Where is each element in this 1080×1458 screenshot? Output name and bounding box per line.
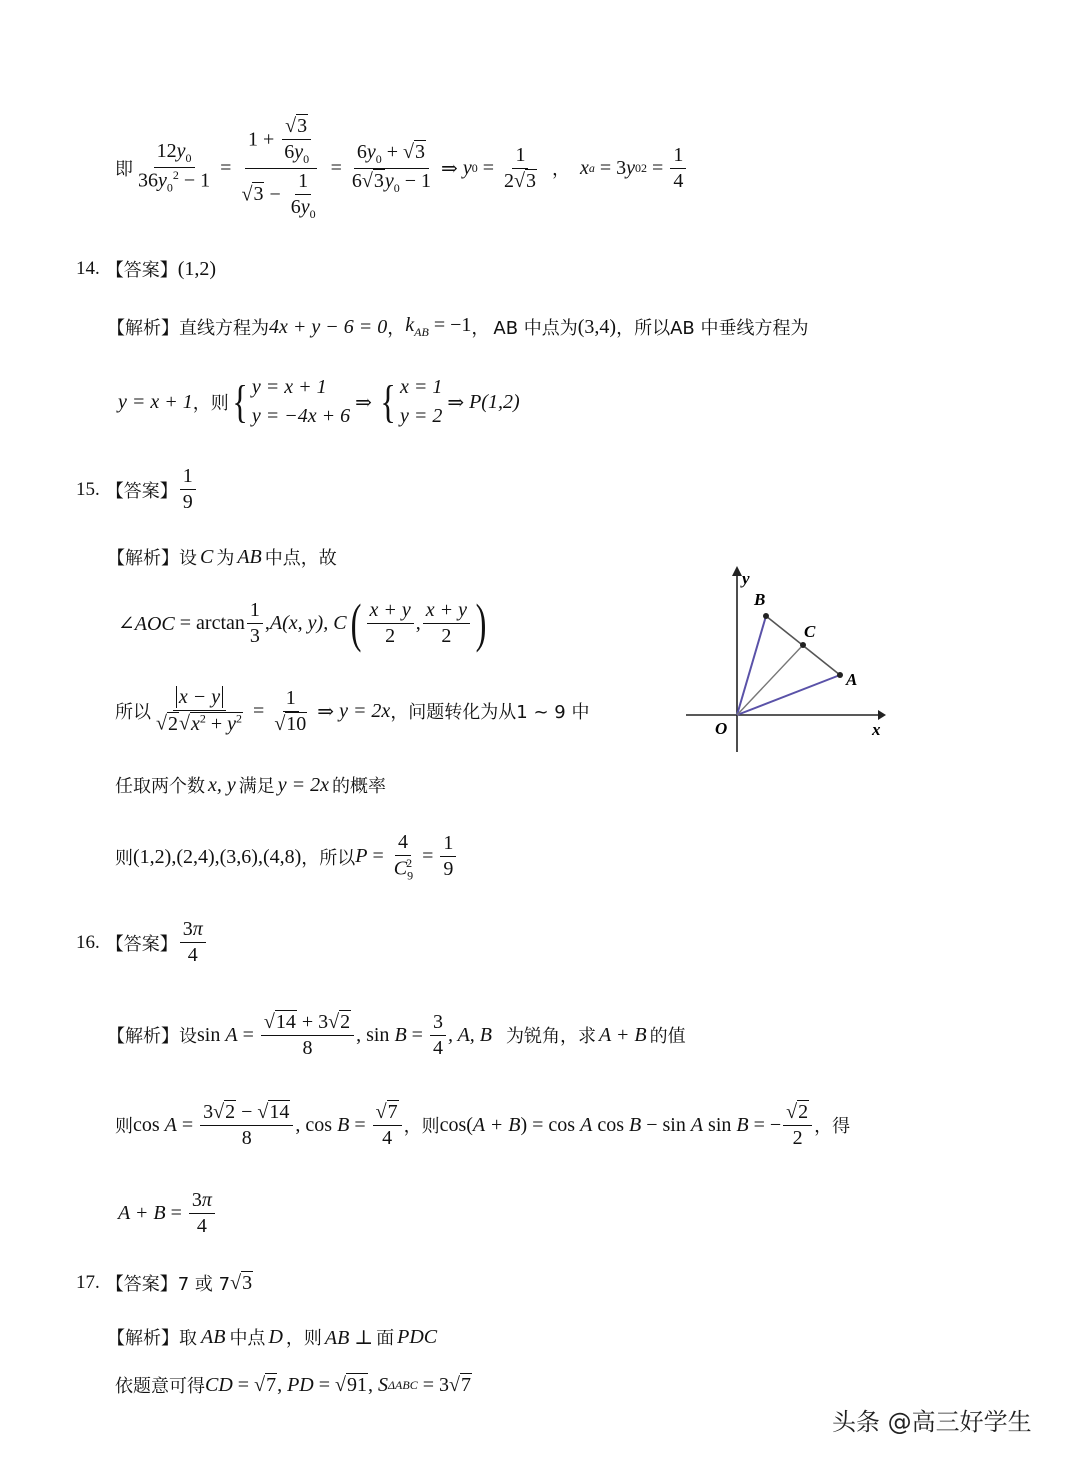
q14-result: P(1,2) [469,390,520,413]
q17-analysis-line2: 依题意可得 CD = √ 7 , PD = √ 91 , S ΔABC = 3√ 7 [115,1373,471,1397]
intro-lead: 即 [115,159,133,180]
q17-analysis-tag: 【解析】 [107,1328,179,1349]
q14-answer: (1,2) [177,257,217,280]
q15-analysis-tag: 【解析】 [107,548,179,569]
figure-x-arrow [878,710,886,720]
q15-line5: 则 (1,2),(2,4),(3,6),(4,8) ，所以 P = $\frac{4}{C_9^2}$ = $\frac{1}{9}$ [115,826,458,888]
q15-line1-set: 设 [179,548,197,569]
figure-oa [737,675,840,715]
q14-system1: { y = x + 1 y = −4x + 6 [232,376,351,427]
q15-number: 15. [76,478,100,500]
q15-analysis-line1 [107,544,337,570]
q15-line5-then: 则 [115,848,133,869]
q16-line2-then: 则 [115,1116,133,1137]
q14-answer-line [76,256,216,282]
q17-line1-take: 取 [179,1328,197,1349]
q15-figure [680,560,900,760]
q16-answer-line [76,918,208,967]
q15-line4 [115,772,386,798]
q17-answer-root: 3 [242,1272,253,1294]
q16-answer-tag: 【答案】 [105,933,178,955]
q16-line1-end: 的值 [649,1026,686,1047]
q14-analysis-tag: 【解析】 [107,318,179,339]
q15-line4-end: 的概率 [332,776,387,797]
intro-xa: x a = 3 y 0 2 = $\frac{1}{4}$ [580,144,688,193]
figure-label-b: B [754,590,766,609]
q17-line1-then: ，则 [285,1328,322,1349]
q15-line5-so: ，所以 [301,848,356,869]
q17-line1-perp: AB ⊥ [324,1326,374,1349]
q17-line1-ab: AB [201,1325,226,1348]
intro-math: $\frac{12y_0}{36y_0^2 - 1}$ = 1 + $\frac{√3}{6y_0}$ √3 − $\frac{1}{6y_0}$ = $\frac{6y_0 + √3}{6√3y_0 - 1}$ ⇒ y 0 = $\frac{1}{2√3}$ [138,114,536,221]
q14-line2-lead: y = x + 1 [118,390,193,413]
q15-line1-end: 中点，故 [264,548,337,569]
q15-line3-mid: ，问题转化为从1 ~ 9 中 [390,702,590,723]
q15-line1-c: C [200,545,214,568]
q16-analysis-tag: 【解析】 [107,1026,179,1047]
figure-label-o: O [715,719,728,738]
q17-line1-face: 面 [376,1328,395,1349]
q16-analysis-line1 [107,1002,686,1068]
q15-line4-mid: 满足 [238,776,275,797]
q15-ratio-line: 所以 $\frac{x - y}{√2√x^2 + y^2}$ = $\frac{1}{√10}$ ⇒ y = 2x ，问题转化为从1 ~ 9 中 [115,686,590,735]
q15-line3-so: 所以 [115,702,151,723]
q15-line4-text: 任取两个数 [115,776,205,797]
intro-equation [115,108,688,228]
figure-label-a: A [846,670,858,689]
q14-then: ，则 [192,393,229,414]
q16-line2-end: ，得 [814,1116,851,1137]
q16-line1-set: 设 [179,1026,197,1047]
watermark: 头条 @高三好学生 [832,1408,1032,1436]
q17-line1-mid: 中点 [229,1328,266,1349]
q17-line1-pdc: PDC [397,1325,438,1348]
q15-line4-eq: y = 2x [277,773,330,796]
q17-line2-lead: 依题意可得 [115,1376,205,1397]
q14-perp-text: AB 中垂线方程为 [670,318,809,339]
q14-so-text: ，所以 [616,318,671,339]
q15-line5-points: (1,2),(2,4),(3,6),(4,8) [133,845,302,868]
q16-analysis-line2: 则 cos A = $\frac{3√2 - √14}{8}$ , cos B = $\frac{√7}{4}$ ，则 cos( A + B ) = cos A cos B − sin A sin B = − $\frac{√2}{2}$ ，得 [115,1100,851,1149]
q15-line1-ab: AB [237,545,262,568]
figure-point-c [800,642,806,648]
q14-mid-pt: (3,4) [577,315,617,338]
q16-line1-math: sin A = $\frac{√14 + 3√2}{8}$ , sin B = $\frac{3}{4}$ , A, B [197,1010,493,1059]
q15-answer: $\frac{1}{9}$ [178,465,198,514]
q14-analysis-line2: y = x + 1 ，则 { y = x + 1 y = −4x + 6 ⇒ { x = 1 y = 2 ⇒ P(1,2) [118,370,520,434]
q15-answer-line [76,465,198,514]
intro-sep: ， [551,159,570,180]
q14-line1-eq: 4x + y − 6 = 0 [269,315,388,338]
q15-angle-line: ∠AOC = arctan $\frac{1}{3}$ , A(x, y), C ( $\frac{x + y}{2}$ , $\frac{x + y}{2}$ ) [118,593,487,653]
figure-label-x: x [872,720,881,739]
figure-label-c: C [804,622,816,641]
q17-analysis-line1 [107,1324,437,1350]
figure-label-y: y [742,569,750,588]
q15-line1-rest: 为 [216,548,235,569]
q16-line1-mid: 为锐角，求 [506,1026,597,1047]
q16-result-line: A + B = $\frac{3\pi}{4}$ [118,1180,217,1246]
q14-mid-text: AB 中点为 [493,318,578,339]
q16-answer: $\frac{3\pi}{4}$ [178,918,208,967]
q14-system2: { x = 1 y = 2 [380,376,443,427]
q14-analysis-line1: 【解析】 直线方程为 4x + y − 6 = 0 ， $k_{AB} = -1$ ， AB 中点为 (3,4) ，所以 AB 中垂线方程为 [107,314,809,339]
q17-answer-line: 17. 【答案】 7 或 7 √ 3 [76,1271,253,1295]
q16-line1-ab: A + B [599,1023,647,1046]
q14-kab: $k_{AB} = -1$ [405,314,472,339]
q14-number: 14. [76,258,100,279]
q17-answer-tag: 【答案】 [105,1274,178,1295]
q17-number: 17. [76,1272,100,1293]
q16-number: 16. [76,931,100,953]
q17-line1-d: D [268,1325,283,1348]
q14-answer-tag: 【答案】 [105,260,178,281]
q15-line4-xy: x, y [208,773,236,796]
figure-point-b [763,613,769,619]
q16-line2-mid: ，则 [403,1116,440,1137]
q15-answer-tag: 【答案】 [105,480,178,502]
q17-answer-text: 7 或 7 [177,1274,231,1295]
figure-y-arrow [732,566,742,576]
q14-line1-text: 直线方程为 [179,318,269,339]
figure-point-a [837,672,843,678]
